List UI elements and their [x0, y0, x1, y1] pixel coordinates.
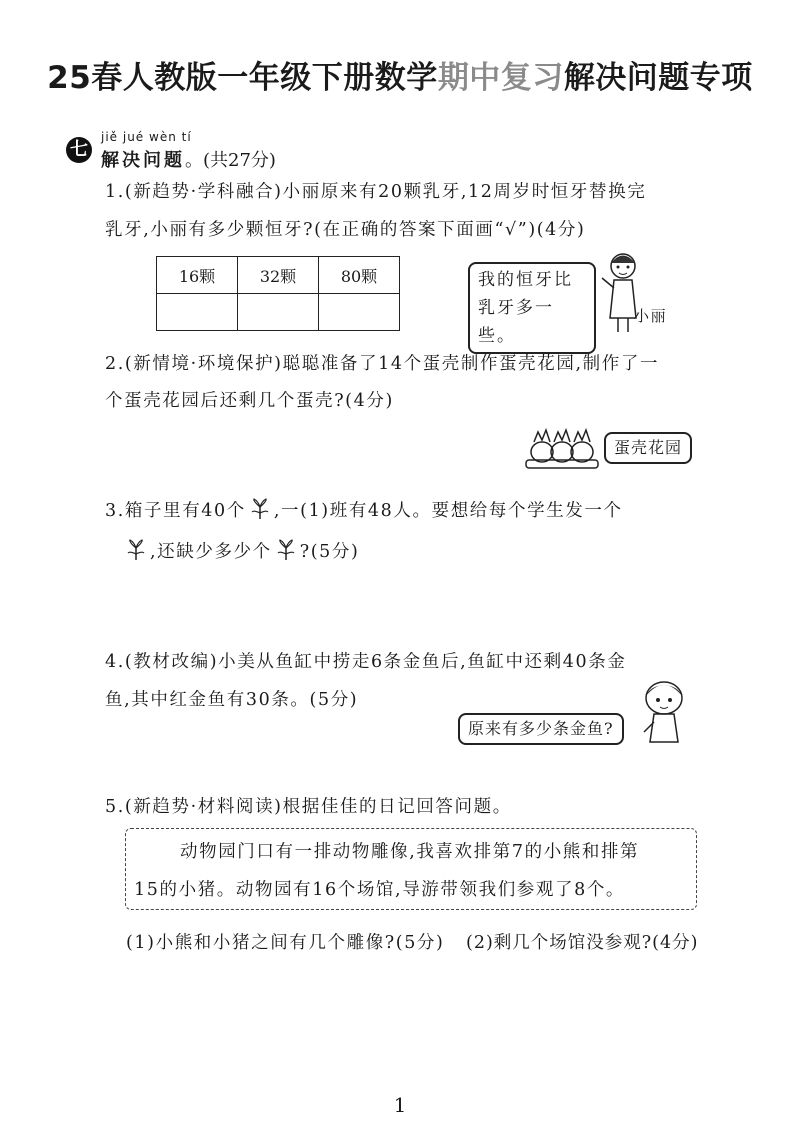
option-cell: 80颗	[319, 257, 400, 294]
section-score: 。(共27分)	[185, 150, 276, 171]
question-2-line-1: 2.(新情境·环境保护)聪聪准备了14个蛋壳制作蛋壳花园,制作了一	[105, 354, 660, 374]
title-part-c: 解决问题专项	[563, 60, 753, 96]
answer-cell[interactable]	[238, 294, 319, 331]
question-5-sub-1: (1)小熊和小猪之间有几个雕像?(5分)	[126, 933, 445, 953]
speech-bubble-goldfish: 原来有多少条金鱼?	[458, 713, 624, 745]
question-3-line-2	[124, 538, 359, 563]
diary-line-1: 动物园门口有一排动物雕像,我喜欢排第7的小熊和排第	[180, 842, 640, 862]
page-title	[0, 52, 800, 97]
eggshell-garden-illustration	[524, 424, 600, 470]
question-3-line-1	[105, 497, 623, 522]
page-number: 1	[393, 1093, 407, 1117]
section-title-text: 解决问题	[101, 150, 185, 171]
eggshell-garden-label: 蛋壳花园	[604, 432, 692, 464]
answer-cell[interactable]	[157, 294, 238, 331]
title-highlight: 期中复习	[437, 60, 564, 96]
diary-line-2: 15的小猪。动物园有16个场馆,导游带领我们参观了8个。	[134, 880, 626, 900]
speaker-name: 小丽	[634, 307, 668, 325]
question-2-line-2: 个蛋壳花园后还剩几个蛋壳?(4分)	[105, 391, 394, 411]
bubble-line-2: 乳牙多一些。	[478, 298, 554, 346]
section-pinyin: jiě jué wèn tí	[101, 130, 192, 144]
flower-icon	[124, 539, 148, 561]
question-3-text-b: ,一(1)班有48人。要想给每个学生发一个	[273, 501, 623, 521]
question-5-sub-2: (2)剩几个场馆没参观?(4分)	[466, 933, 699, 953]
question-3-text-c: ,还缺少多少个	[150, 542, 272, 562]
flower-icon	[248, 498, 272, 520]
option-cell: 16颗	[157, 257, 238, 294]
answer-cell[interactable]	[319, 294, 400, 331]
answer-table	[156, 256, 400, 331]
question-4-line-1: 4.(教材改编)小美从鱼缸中捞走6条金鱼后,鱼缸中还剩40条金	[105, 652, 627, 672]
question-4-line-2: 鱼,其中红金鱼有30条。(5分)	[105, 690, 359, 710]
question-1-line-1: 1.(新趋势·学科融合)小丽原来有20颗乳牙,12周岁时恒牙替换完	[105, 182, 647, 202]
option-cell: 32颗	[238, 257, 319, 294]
question-3-text-a: 3.箱子里有40个	[105, 501, 246, 521]
speech-bubble-xiaoli	[468, 262, 596, 354]
question-1-line-2: 乳牙,小丽有多少颗恒牙?(在正确的答案下面画“√”)(4分)	[105, 220, 586, 240]
bubble-line-1: 我的恒牙比	[478, 270, 573, 290]
girl-illustration	[638, 676, 690, 748]
question-3-text-d: ?(5分)	[299, 542, 360, 562]
section-title	[101, 146, 276, 172]
section-number-badge: 七	[66, 137, 92, 163]
flower-icon	[274, 539, 298, 561]
title-part-a: 25春人教版一年级下册数学	[47, 60, 438, 96]
question-5-line-1: 5.(新趋势·材料阅读)根据佳佳的日记回答问题。	[105, 797, 512, 817]
